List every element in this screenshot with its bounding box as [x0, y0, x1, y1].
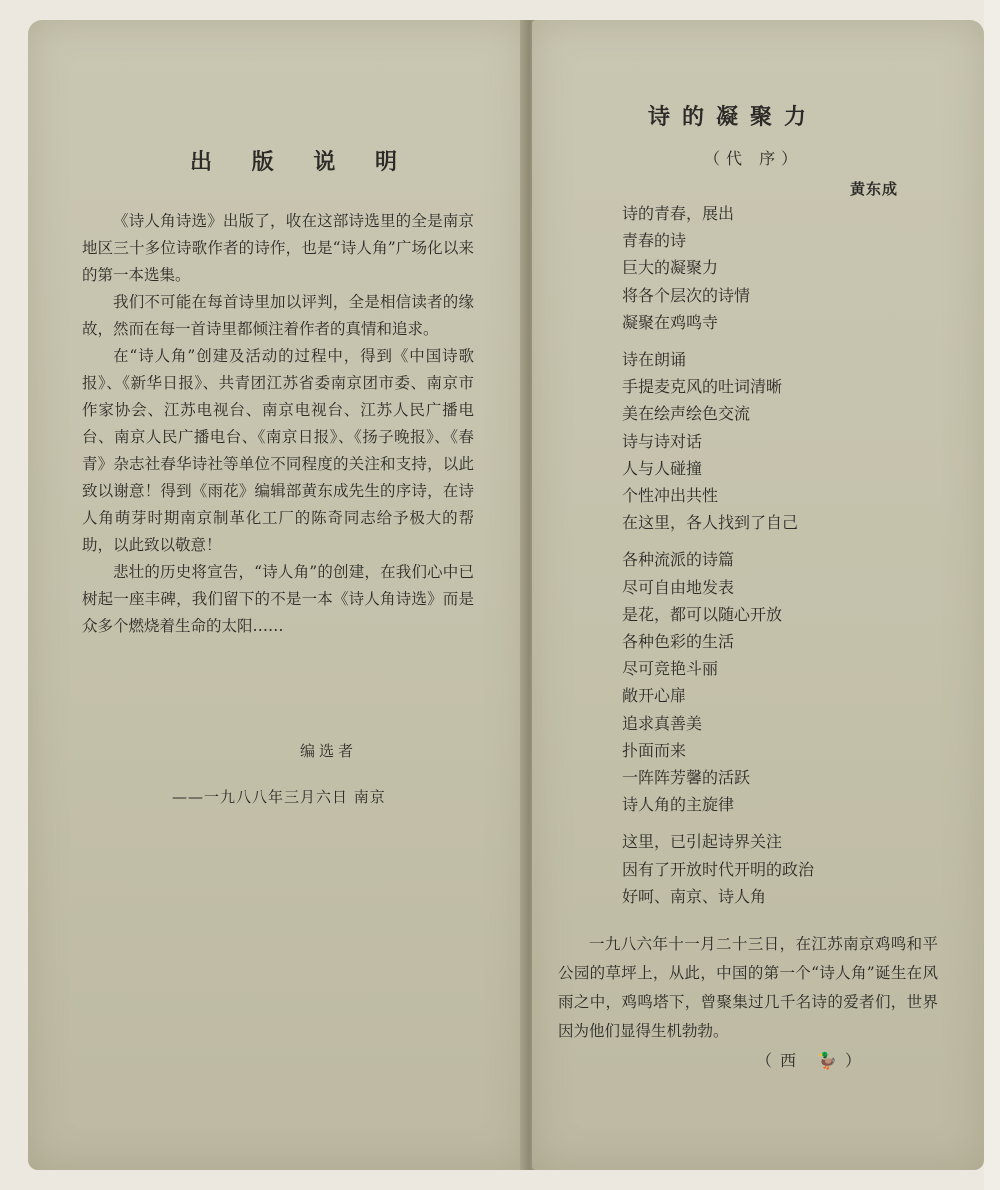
poem-line: 将各个层次的诗情 — [622, 285, 751, 305]
poem-line: 手提麦克风的吐词清晰 — [622, 377, 783, 397]
poem-line: 个性冲出共性 — [622, 486, 719, 506]
poem-line: 美在绘声绘色交流 — [622, 404, 751, 424]
poem-stanza — [622, 546, 922, 818]
paragraph: 我们不可能在每首诗里加以评判，全是相信读者的缘故，然而在每一首诗里都倾注着作者的真情和追求。 — [82, 293, 474, 338]
poem-stanza — [622, 200, 922, 336]
poem-line: 因有了开放时代开明的政治 — [622, 859, 815, 879]
poem-line: 尽可竞艳斗丽 — [622, 659, 719, 679]
closing-text: 一九八六年十一月二十三日，在江苏南京鸡鸣和平公园的草坪上，从此，中国的第一个“诗人角”诞生在风雨之中，鸡鸣塔下，曾聚集过几千名诗的爱者们，世界因为他们显得生机勃勃。 — [558, 935, 938, 1040]
poem-body — [622, 200, 922, 920]
poem-line: 诗在朗诵 — [622, 350, 687, 370]
poem-line: 在这里，各人找到了自己 — [622, 513, 799, 533]
poem-line: 尽可自由地发表 — [622, 577, 735, 597]
poem-stanza — [622, 828, 922, 910]
poem-line: 这里，已引起诗界关注 — [622, 832, 783, 852]
editor-signature: 编选者 — [300, 742, 358, 760]
closing-signature: （西 🦆） — [756, 1051, 870, 1070]
poem-line: 追求真善美 — [622, 713, 703, 733]
poem-line: 诗与诗对话 — [622, 431, 703, 451]
poem-author: 黄东成 — [850, 180, 899, 198]
poem-line: 好呵、南京、诗人角 — [622, 886, 767, 906]
poem-line: 各种流派的诗篇 — [622, 550, 735, 570]
poem-line: 敞开心扉 — [622, 686, 687, 706]
poem-line: 诗人角的主旋律 — [622, 795, 735, 815]
paragraph: 《诗人角诗选》出版了，收在这部诗选里的全是南京地区三十多位诗歌作者的诗作，也是“诗人角”广场化以来的第一本选集。 — [82, 212, 474, 284]
poem-line: 人与人碰撞 — [622, 458, 703, 478]
publication-date: ——一九八八年三月六日 南京 — [172, 788, 386, 806]
poem-line: 凝聚在鸡鸣寺 — [622, 312, 719, 332]
paragraph: 在“诗人角”创建及活动的过程中，得到《中国诗歌报》、《新华日报》、共青团江苏省委南京团市委、南京市作家协会、江苏电视台、南京电视台、江苏人民广播电台、南京人民广播电台、《南京日报》、《扬子晚报》、《春青》杂志社春华诗社等单位不同程度的关注和支持，以此致以谢意！得到《雨花》编辑部黄东成先生的序诗，在诗人角萌芽时期南京制革化工厂的陈奇同志给予极大的帮助，以此致以敬意！ — [82, 347, 474, 554]
poem-line: 青春的诗 — [622, 231, 687, 251]
poem-line: 各种色彩的生活 — [622, 632, 735, 652]
poem-stanza — [622, 346, 922, 536]
poem-line: 扑面而来 — [622, 740, 687, 760]
poem-title: 诗的凝聚力 — [648, 104, 819, 130]
poem-subtitle: （代 序） — [704, 149, 804, 168]
publication-note-title: 出 版 说 明 — [190, 149, 413, 175]
paragraph: 悲壮的历史将宣告，“诗人角”的创建，在我们心中已树起一座丰碑，我们留下的不是一本《诗人角诗选》而是众多个燃烧着生命的太阳…… — [82, 563, 474, 635]
publication-note-body — [82, 208, 474, 640]
closing-paragraph — [558, 930, 938, 1046]
poem-line: 诗的青春，展出 — [622, 204, 735, 223]
background-edge — [984, 0, 1000, 1190]
poem-line: 是花，都可以随心开放 — [622, 604, 783, 624]
poem-line: 一阵阵芳馨的活跃 — [622, 768, 751, 788]
poem-line: 巨大的凝聚力 — [622, 258, 719, 278]
